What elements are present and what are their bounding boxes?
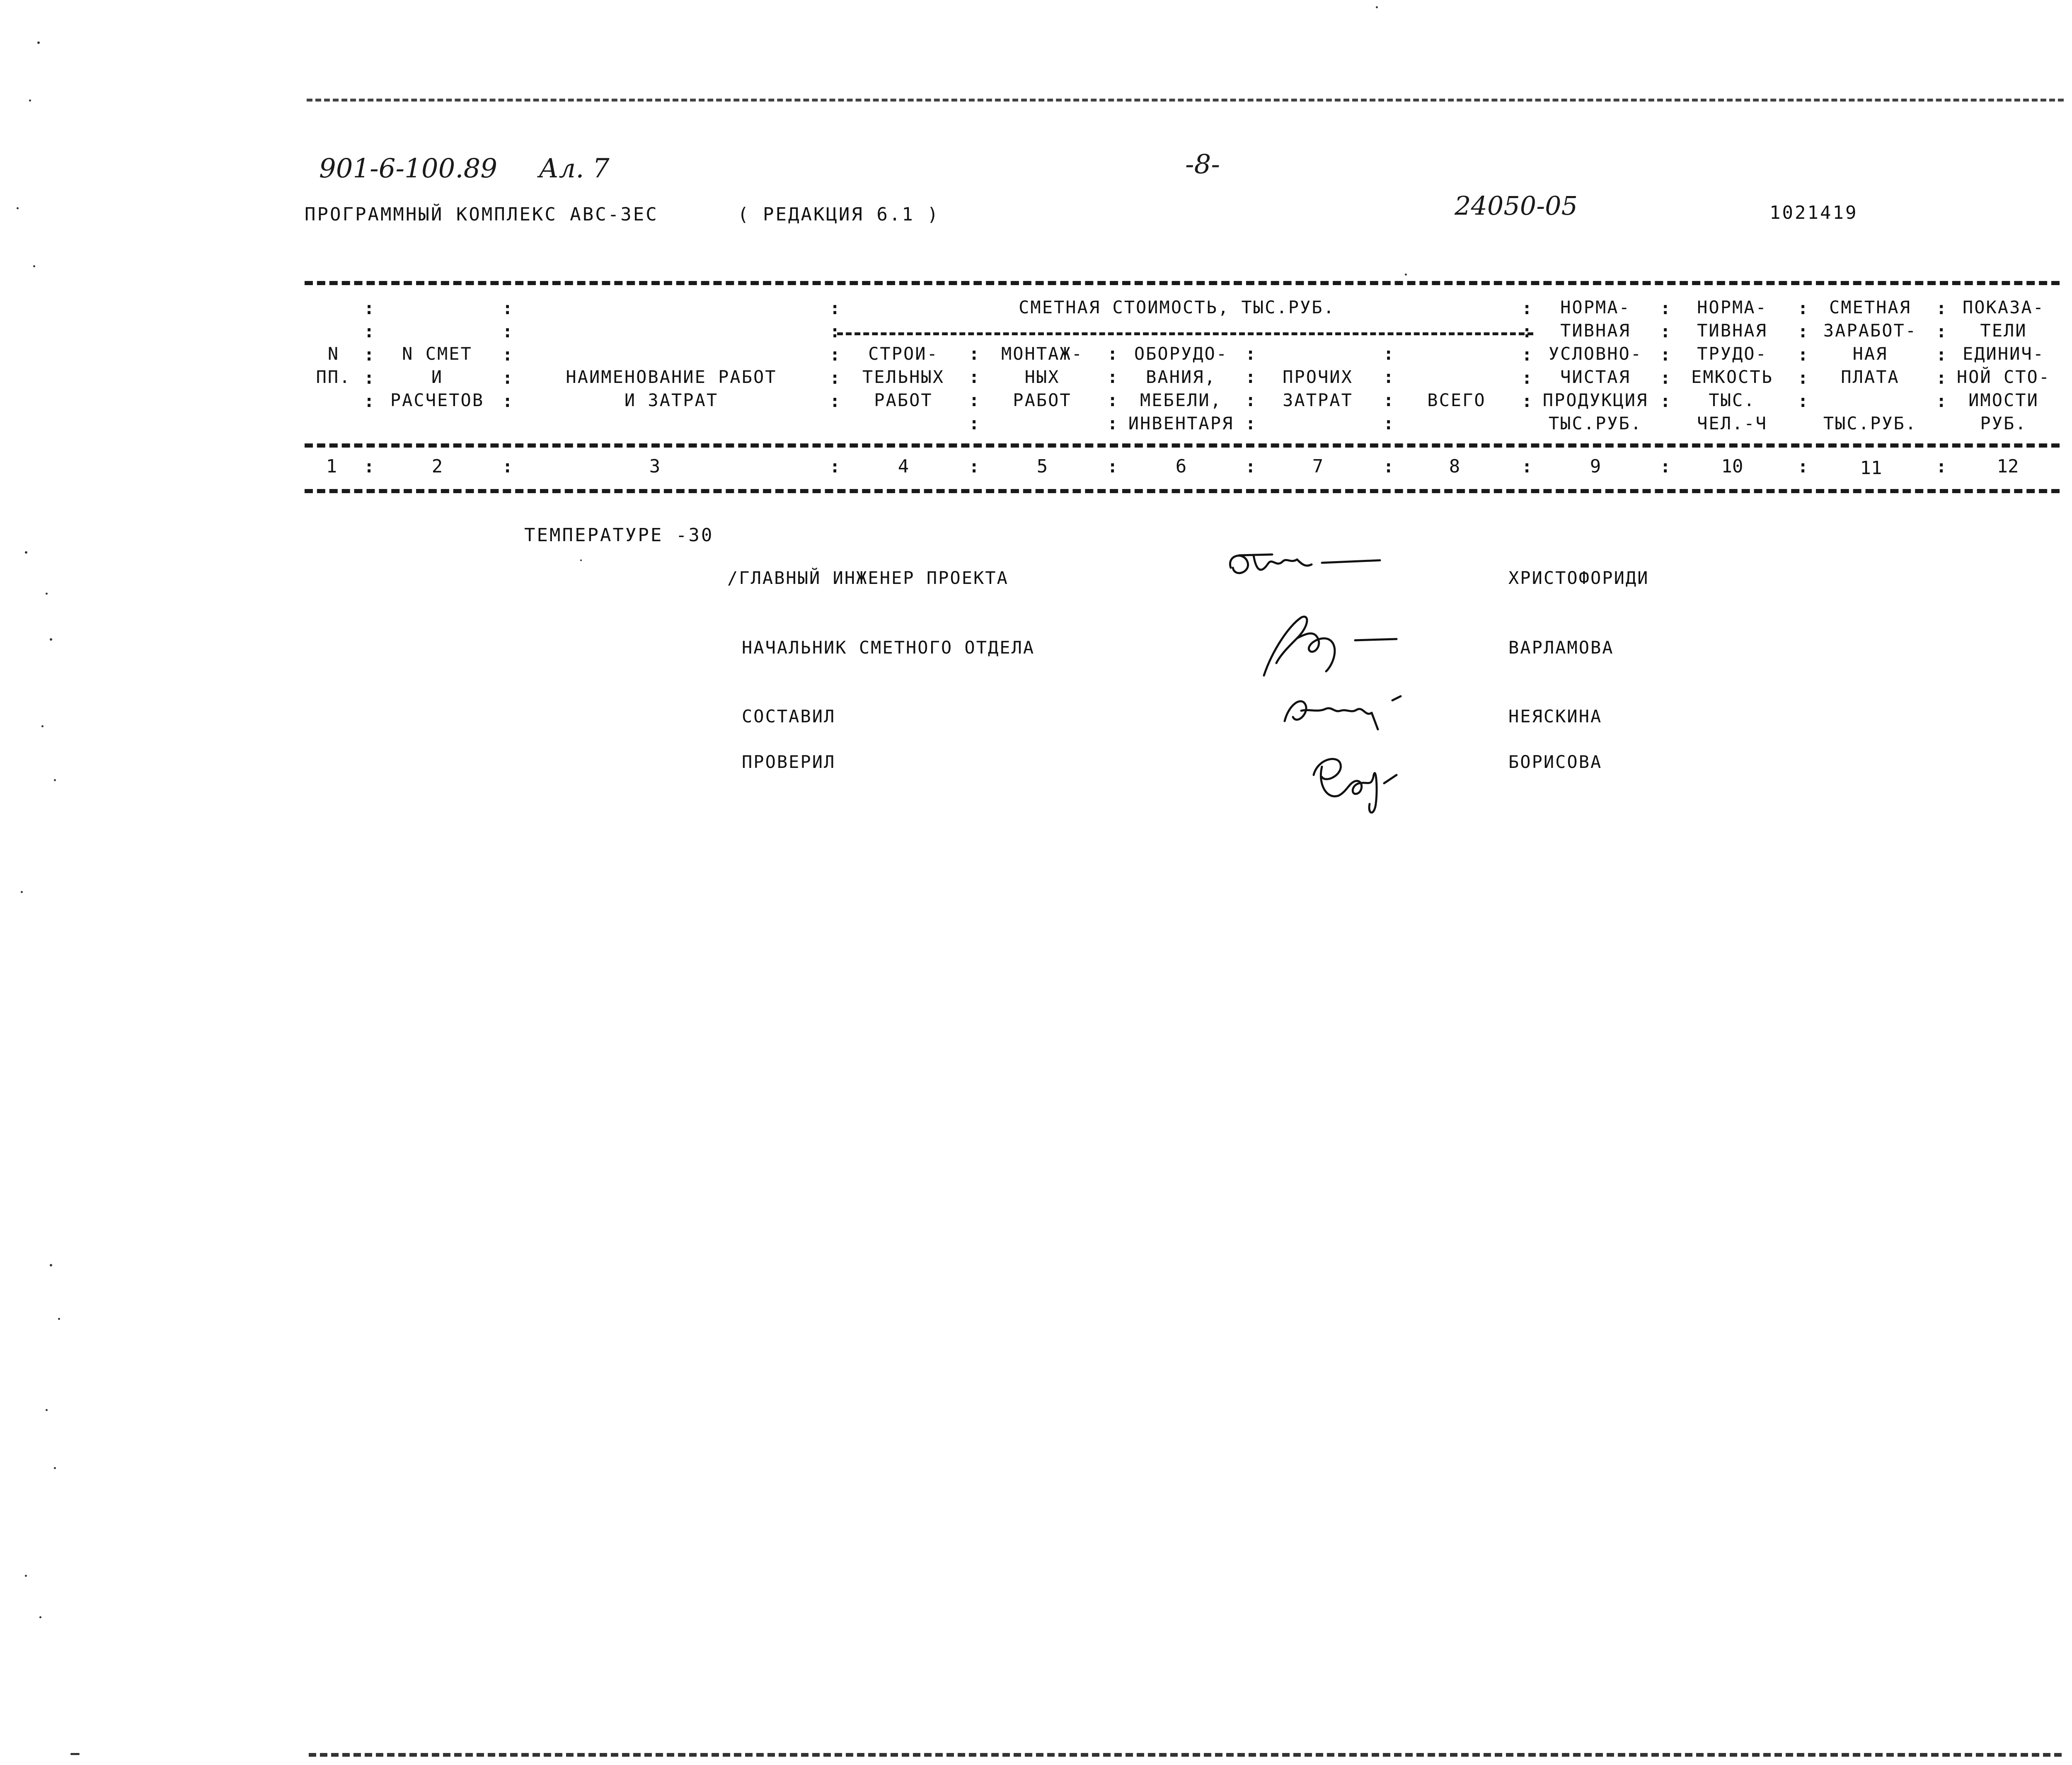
col-number: 10 [1721,456,1743,477]
signature-checked-by [1301,742,1409,821]
col-header-10: НОРМА- ТИВНАЯ ТРУДО- ЕМКОСТЬ ТЫС. ЧЕЛ.-Ч [1691,297,1773,433]
handwritten-sheet: Ал. 7 [539,153,610,184]
col-header-11: СМЕТНАЯ ЗАРАБОТ- НАЯ ПЛАТА ТЫС.РУБ. [1823,297,1917,433]
col-header-7: ПРОЧИХ ЗАТРАТ [1283,367,1353,410]
col-header-4: СТРОИ- ТЕЛЬНЫХ РАБОТ [862,344,944,410]
signature-role: ПРОВЕРИЛ [742,752,836,772]
signature-name: НЕЯСКИНА [1508,706,1602,726]
col-number: 1 [326,456,337,477]
col-number: 2 [431,456,443,477]
signature-chief-engineer [1214,539,1388,597]
col-number: 12 [1997,456,2019,477]
group-header: СМЕТНАЯ СТОИМОСТЬ, ТЫС.РУБ. [1019,297,1335,317]
col-number: 9 [1590,456,1601,477]
col-header-2: N СМЕТ И РАСЧЕТОВ [390,344,484,410]
page-number: -8- [1185,149,1220,180]
header-bottom-rule [305,443,2060,448]
col-header-9: НОРМА- ТИВНАЯ УСЛОВНО- ЧИСТАЯ ПРОДУКЦИЯ ТЫС.РУБ. [1542,297,1648,433]
signature-role: СОСТАВИЛ [742,706,836,726]
col-header-5: МОНТАЖ- НЫХ РАБОТ [1001,344,1083,410]
col-header-3: НАИМЕНОВАНИЕ РАБОТ И ЗАТРАТ [566,367,777,410]
col-header-12: ПОКАЗА- ТЕЛИ ЕДИНИЧ- НОЙ СТО- ИМОСТИ РУБ. [1956,297,2051,433]
table-top-rule [305,281,2060,285]
col-number: 8 [1449,456,1460,477]
program-edition: ( РЕДАКЦИЯ 6.1 ) [738,204,940,225]
signature-estimate-head [1239,601,1430,684]
signature-name: ХРИСТОФОРИДИ [1508,568,1649,588]
col-header-1: N ПП. [316,344,351,387]
col-number: 7 [1312,456,1324,477]
col-header-8: ВСЕГО [1427,390,1486,410]
doc-number: 1021419 [1769,202,1858,223]
signature-role: НАЧАЛЬНИК СМЕТНОГО ОТДЕЛА [742,637,1035,658]
col-number: 4 [898,456,909,477]
signature-name: БОРИСОВА [1508,752,1602,772]
signature-name: ВАРЛАМОВА [1508,637,1614,658]
col-number: 5 [1036,456,1048,477]
group-header-rule [837,332,1533,335]
signature-compiled-by [1276,688,1409,734]
program-title: ПРОГРАММНЫЙ КОМПЛЕКС АВС-3ЕС [305,204,658,225]
document-page: 901-6-100.89 Ал. 7 -8- ПРОГРАММНЫЙ КОМПЛЕКС АВС-3ЕС ( РЕДАКЦИЯ 6.1 ) 24050-05 1021419 СМЕТНАЯ СТОИМОСТЬ, ТЫС.РУБ. : : : : : : : : : : : : : : : : : : : : : : : : : : : : : : : : : : : : : : : : : : : : : : : : : : : N ПП. N СМЕТ И РАСЧЕТОВ НАИМЕНОВАНИЕ РАБОТ И ЗАТРАТ СТРОИ- ТЕЛЬНЫХ РАБОТ МОНТАЖ- НЫХ РАБОТ ОБОРУДО- ВАНИЯ, МЕБЕЛИ, ИНВЕНТАРЯ ПРОЧИХ ЗАТРАТ ВСЕГО НОРМА- ТИВНАЯ УСЛОВНО- ЧИСТАЯ ПРОДУКЦИЯ ТЫС.РУБ. НОРМА- ТИВНАЯ ТРУДО- ЕМКОСТЬ ТЫС. ЧЕЛ.-Ч СМЕТНАЯ ЗАРАБОТ- НАЯ ПЛАТА ТЫС.РУБ. ПОКАЗА- ТЕЛИ ЕДИНИЧ- НОЙ СТО- ИМОСТИ РУБ. 1 2 3 4 5 6 7 8 9 10 11 12 : : : : : : : : : : : ТЕМПЕРАТУРЕ -30 /ГЛАВНЫЙ ИНЖЕНЕР ПРОЕКТА ХРИСТОФОРИДИ НАЧАЛЬНИК СМЕТНОГО ОТДЕЛА ВАРЛАМОВА СОСТАВИЛ НЕЯСКИНА ПРОВЕРИЛ БОРИСОВА [0,0,2072,1765]
table-bottom-rule [305,489,2060,493]
signature-role: /ГЛАВНЫЙ ИНЖЕНЕР ПРОЕКТА [727,568,1009,588]
top-perforation [307,99,2064,102]
temperature-note: ТЕМПЕРАТУРЕ -30 [524,525,714,546]
doc-code: 24050-05 [1455,191,1578,221]
handwritten-code: 901-6-100.89 [319,153,498,184]
col-header-6: ОБОРУДО- ВАНИЯ, МЕБЕЛИ, ИНВЕНТАРЯ [1128,344,1234,433]
col-number: 6 [1175,456,1187,477]
bottom-perforation [309,1753,2062,1757]
col-number: 3 [649,456,661,477]
col-number: 11 [1860,458,1882,479]
